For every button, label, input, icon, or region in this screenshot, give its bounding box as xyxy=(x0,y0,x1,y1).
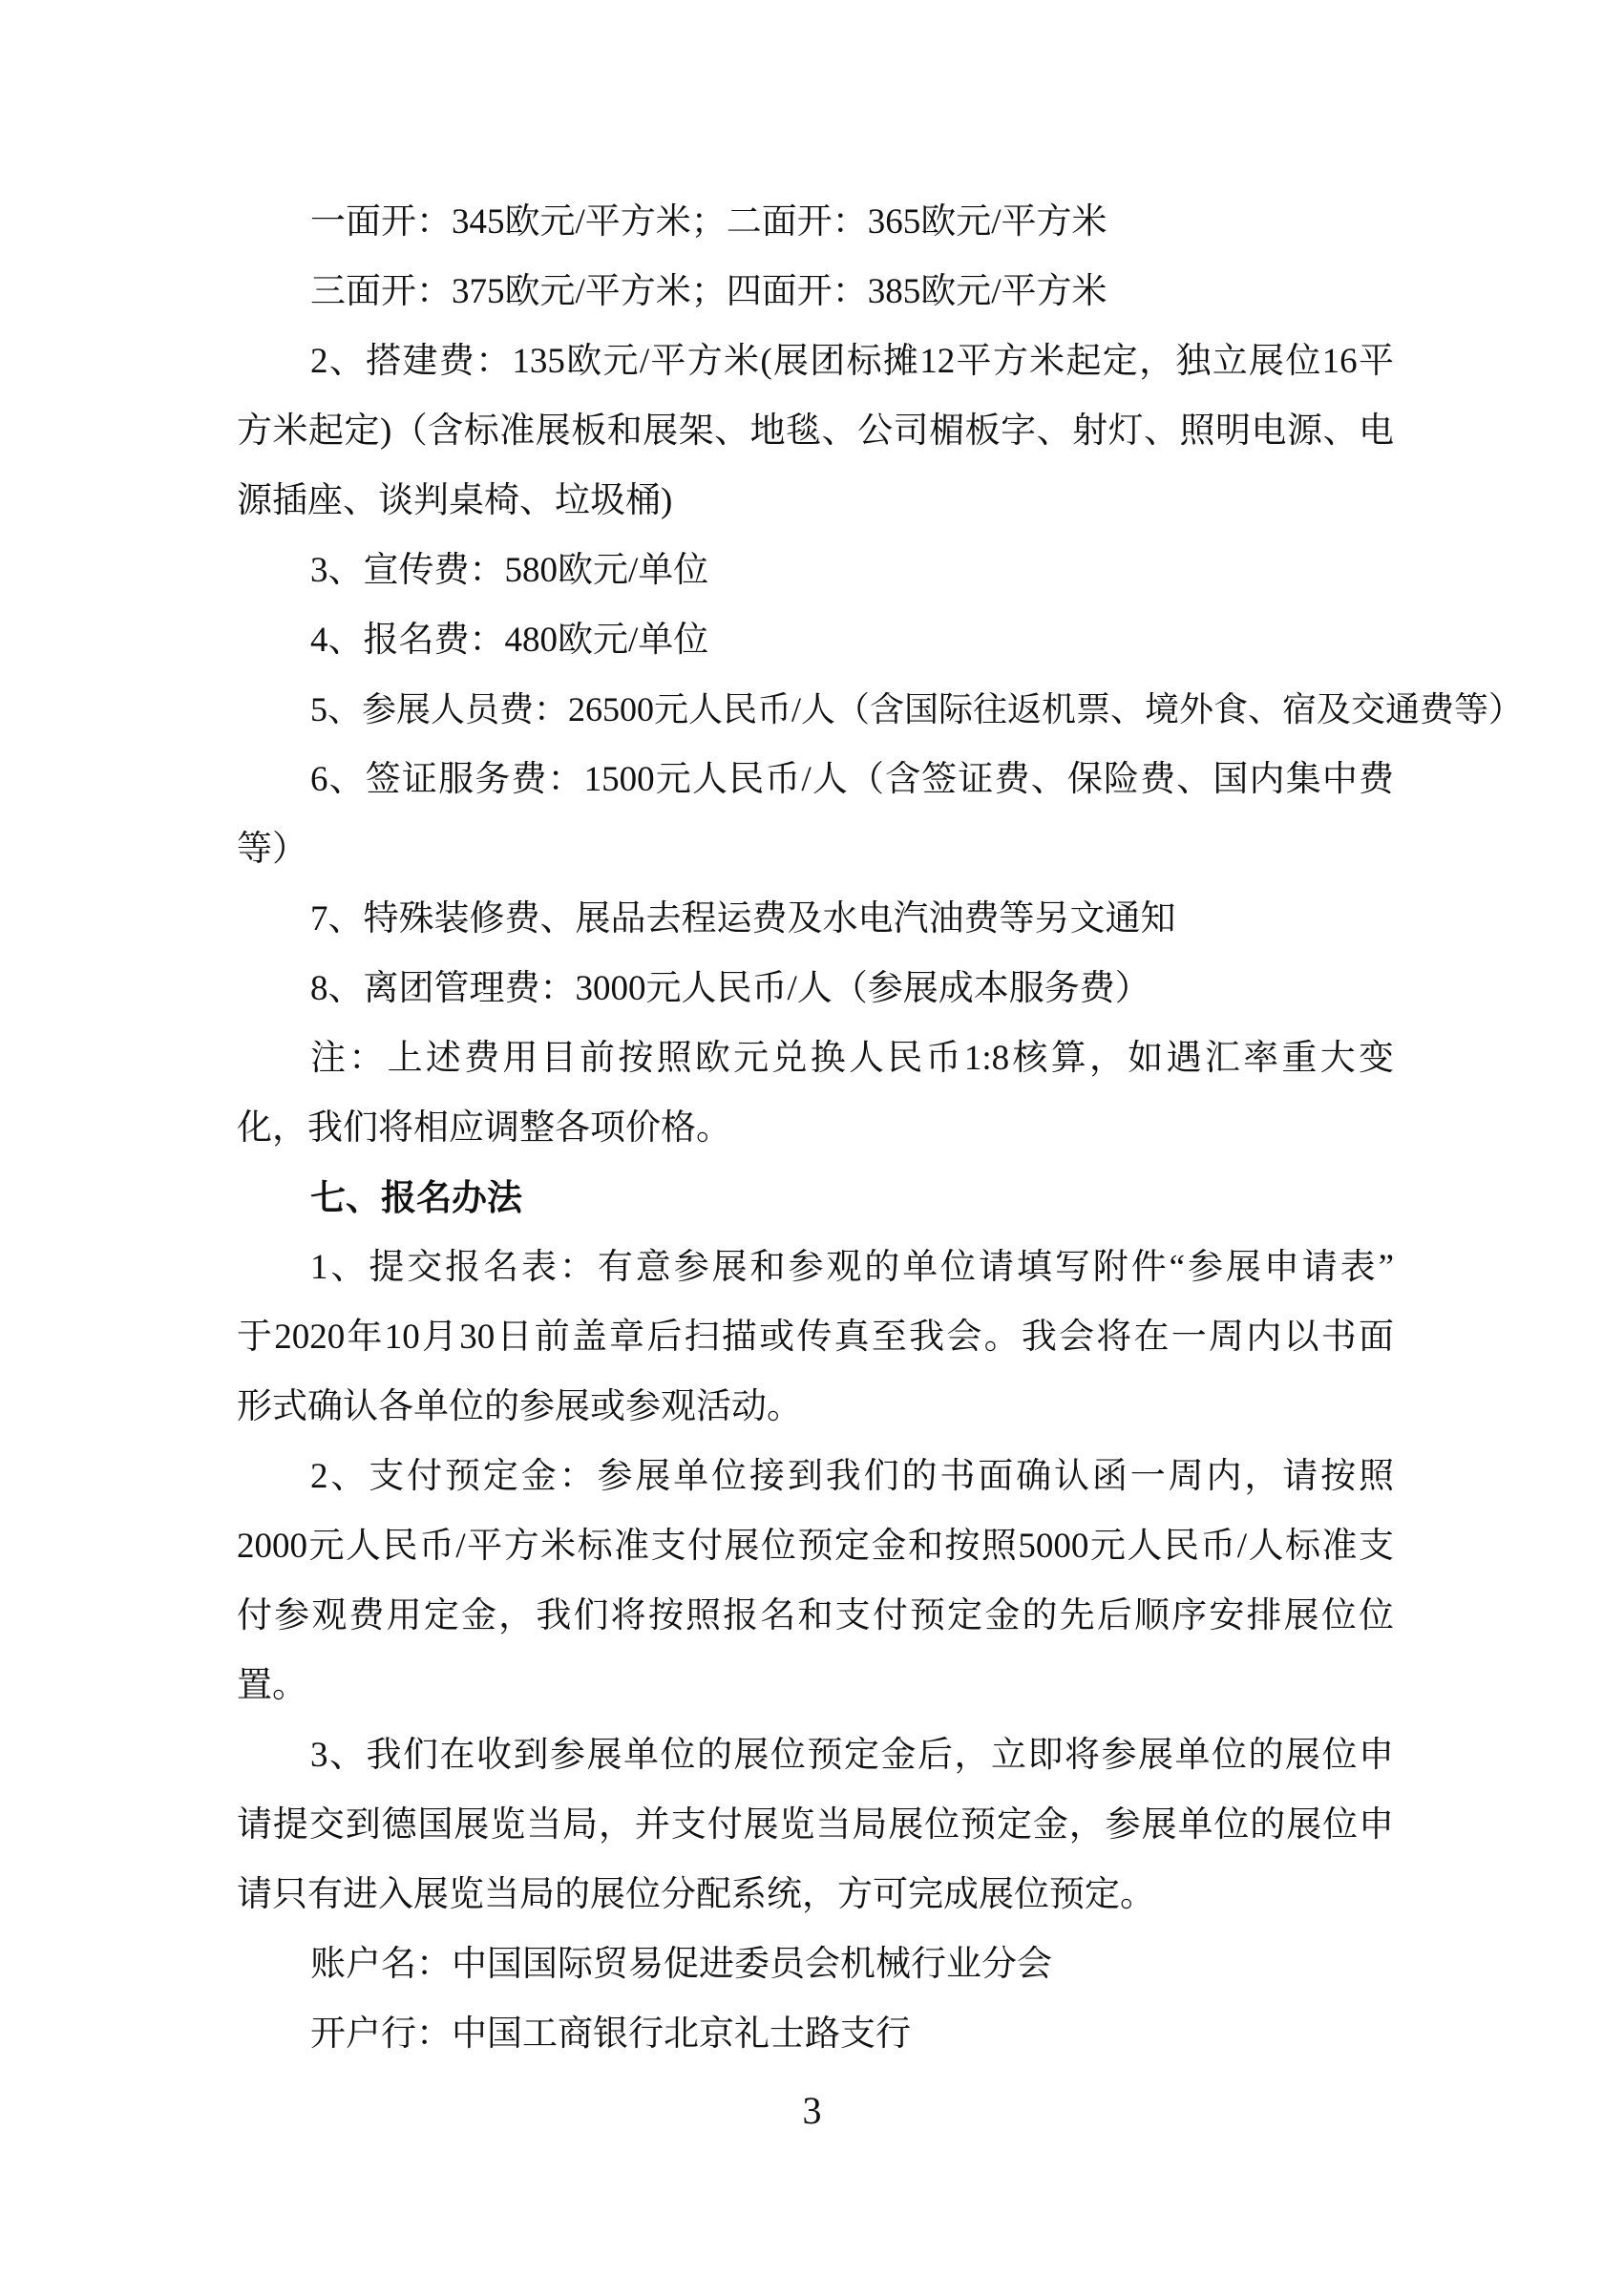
text-line: 2、支付预定金：参展单位接到我们的书面确认函一周内，请按照 xyxy=(310,1457,1394,1496)
text-line: 请只有进入展览当局的展位分配系统，方可完成展位预定。 xyxy=(237,1875,1155,1914)
text-line: 一面开：345欧元/平方米；二面开：365欧元/平方米 xyxy=(310,202,1107,242)
page-number: 3 xyxy=(802,2089,822,2132)
text-line: 三面开：375欧元/平方米；四面开：385欧元/平方米 xyxy=(310,272,1107,311)
text-line: 形式确认各单位的参展或参观活动。 xyxy=(237,1387,802,1426)
text-line: 源插座、谈判桌椅、垃圾桶) xyxy=(237,481,673,520)
text-line: 注：上述费用目前按照欧元兑换人民币1:8核算，如遇汇率重大变 xyxy=(310,1039,1394,1078)
text-line: 7、特殊装修费、展品去程运费及水电汽油费等另文通知 xyxy=(310,899,1176,939)
text-line: 付参观费用定金，我们将按照报名和支付预定金的先后顺序安排展位位 xyxy=(237,1596,1394,1635)
text-line: 6、签证服务费：1500元人民币/人（含签证费、保险费、国内集中费 xyxy=(310,760,1394,799)
text-line: 2、搭建费：135欧元/平方米(展团标摊12平方米起定，独立展位16平 xyxy=(310,342,1394,381)
text-line: 置。 xyxy=(237,1666,307,1705)
text-line: 3、我们在收到参展单位的展位预定金后，立即将参展单位的展位申 xyxy=(310,1736,1394,1775)
text-line: 2000元人民币/平方米标准支付展位预定金和按照5000元人民币/人标准支 xyxy=(237,1527,1394,1566)
section-heading: 七、报名办法 xyxy=(310,1178,522,1217)
text-line: 5、参展人员费：26500元人民币/人（含国际往返机票、境外食、宿及交通费等） xyxy=(310,690,1524,728)
text-line: 4、报名费：480欧元/单位 xyxy=(310,621,709,660)
text-line: 于2020年10月30日前盖章后扫描或传真至我会。我会将在一周内以书面 xyxy=(237,1318,1394,1357)
text-line: 3、宣传费：580欧元/单位 xyxy=(310,551,709,590)
text-line: 等） xyxy=(237,830,307,869)
text-line: 方米起定)（含标准展板和展架、地毯、公司楣板字、射灯、照明电源、电 xyxy=(237,411,1394,451)
text-line: 开户行：中国工商银行北京礼士路支行 xyxy=(310,2014,911,2054)
text-line: 8、离团管理费：3000元人民币/人（参展成本服务费） xyxy=(310,969,1150,1008)
text-line: 请提交到德国展览当局，并支付展览当局展位预定金，参展单位的展位申 xyxy=(237,1805,1394,1845)
text-line: 1、提交报名表：有意参展和参观的单位请填写附件“参展申请表” xyxy=(310,1248,1394,1287)
text-line: 化，我们将相应调整各项价格。 xyxy=(237,1108,731,1148)
text-line: 账户名：中国国际贸易促进委员会机械行业分会 xyxy=(310,1945,1052,1984)
